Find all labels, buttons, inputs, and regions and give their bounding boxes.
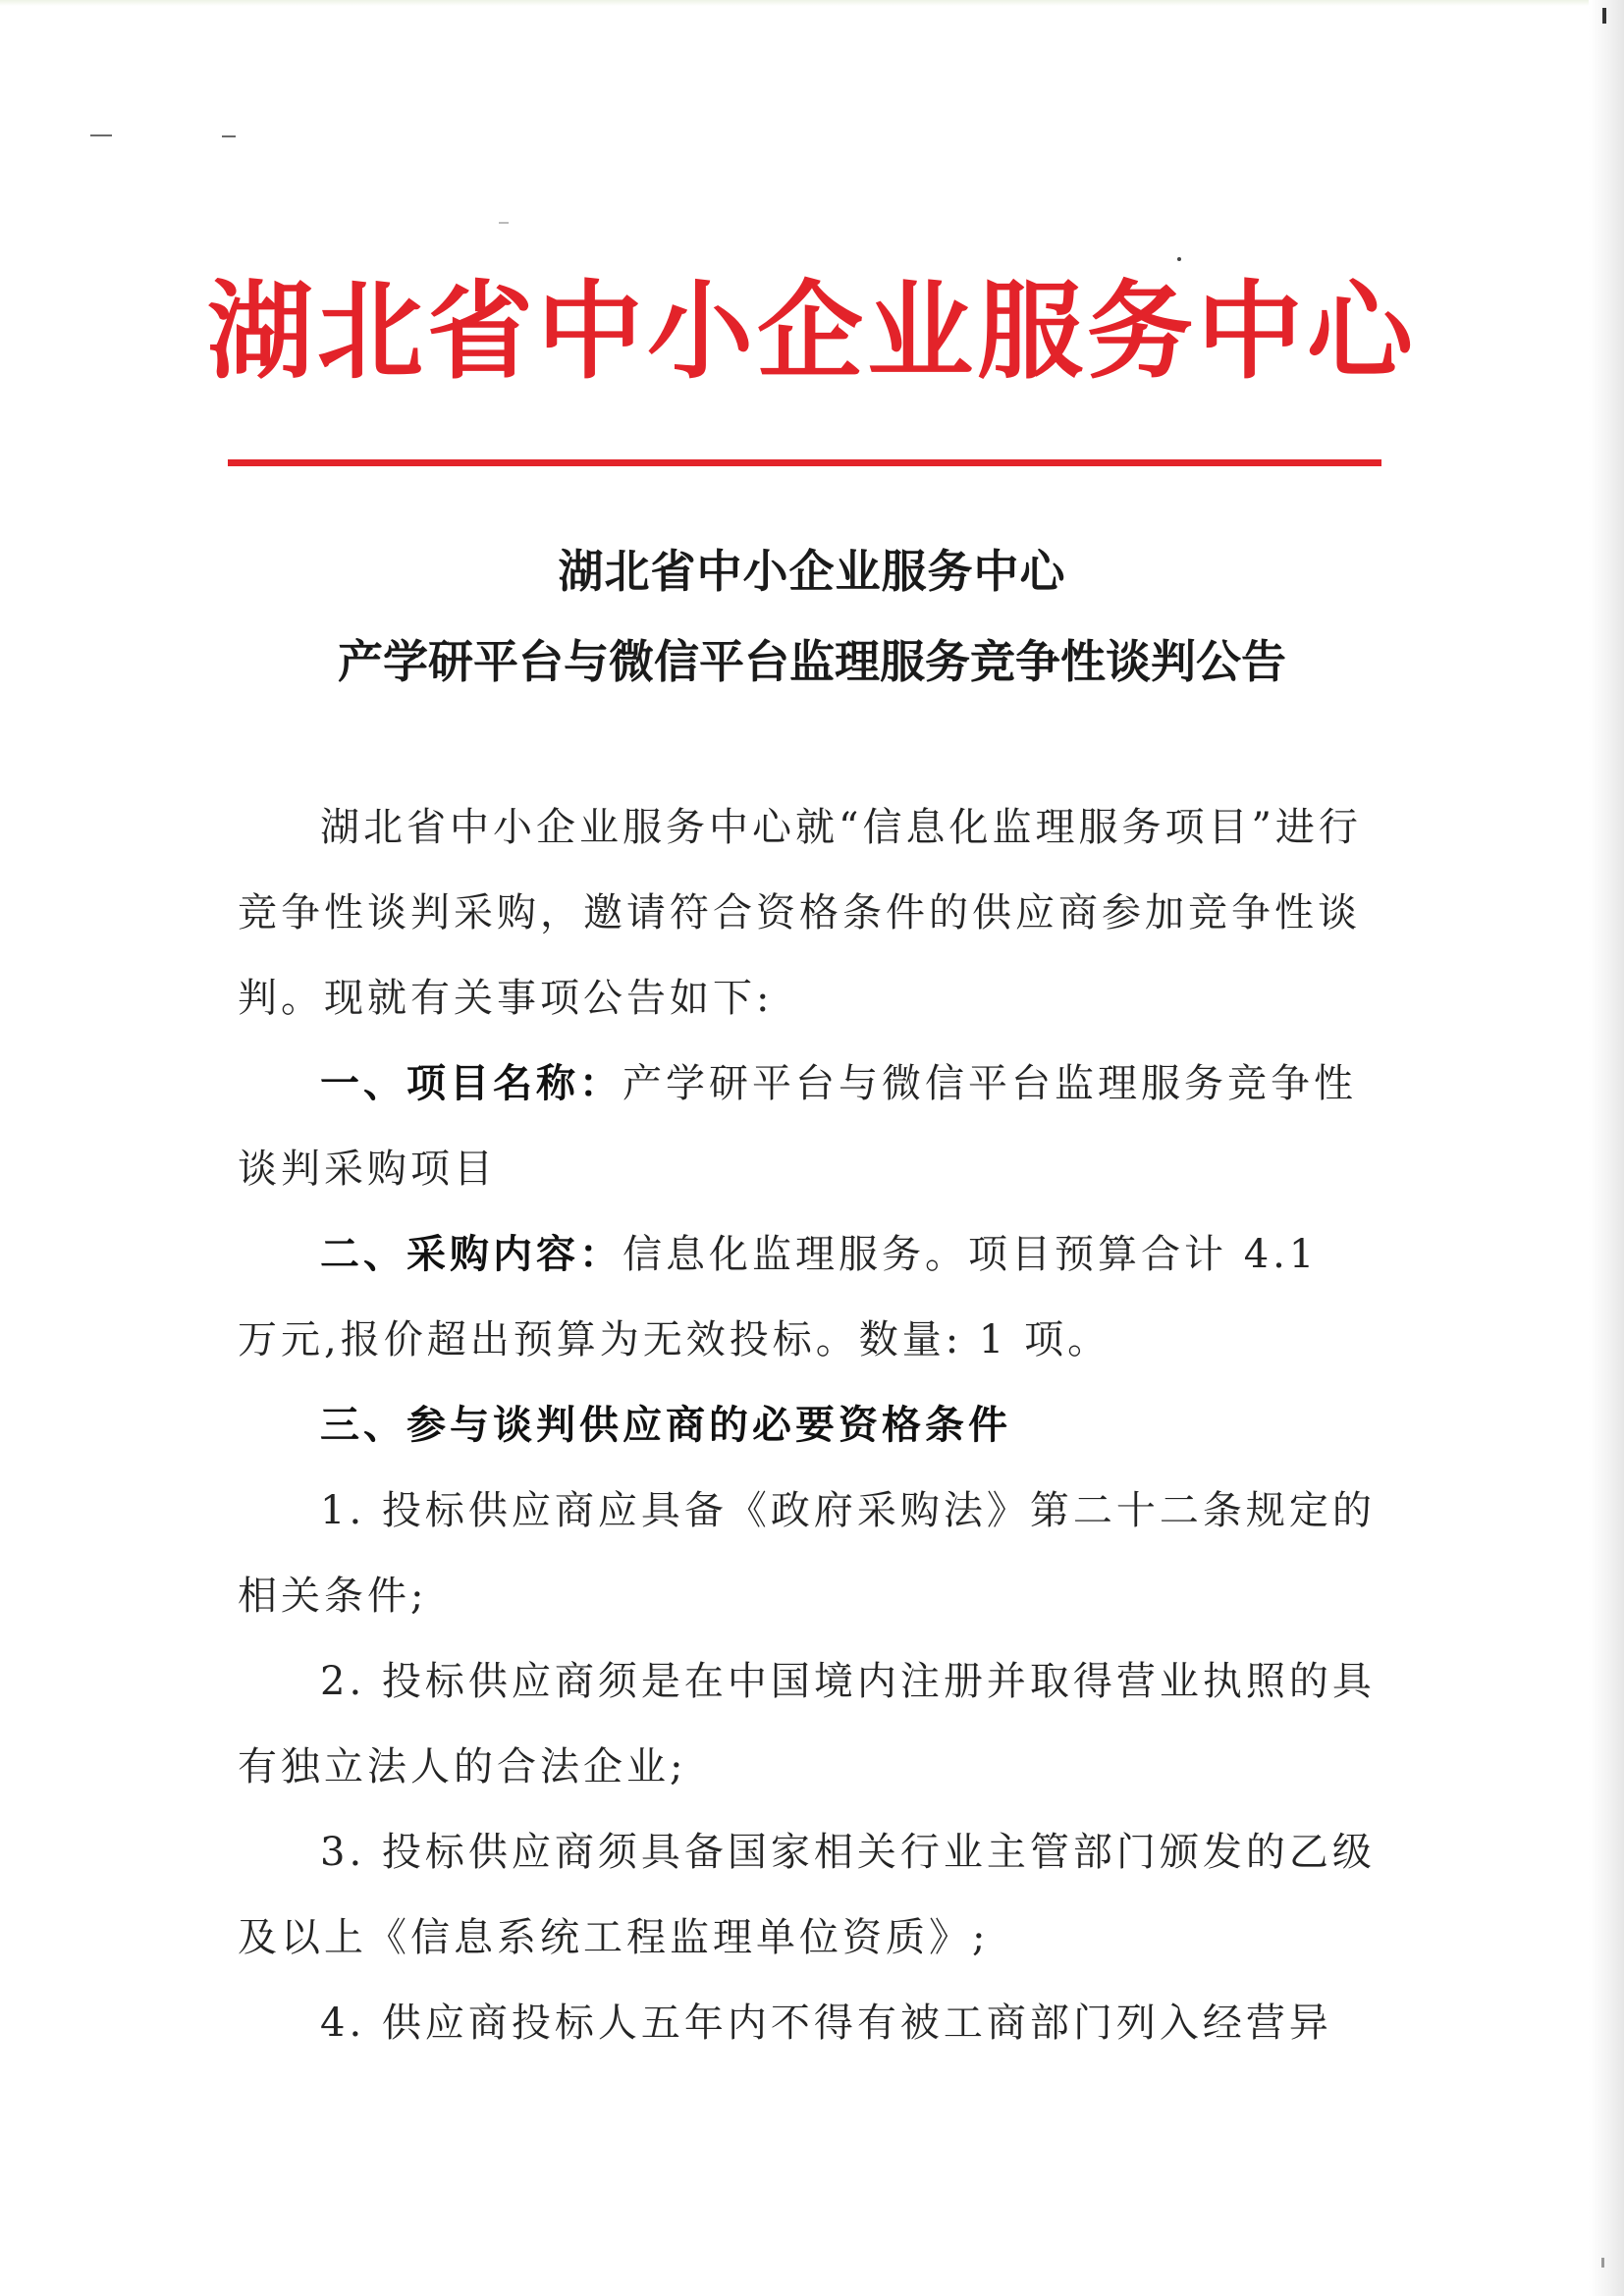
scan-speck <box>222 135 236 137</box>
scan-speck <box>90 134 112 136</box>
scan-top-edge <box>0 0 1624 6</box>
scan-speck <box>499 222 509 224</box>
notice-body <box>238 785 1377 2066</box>
section-text: 产学研平台与微信平台监理服务竞争性谈判采购项目 <box>238 1061 1357 1192</box>
notice-title-line-1: 湖北省中小企业服务中心 <box>558 545 1066 598</box>
masthead-red-rule <box>228 459 1381 466</box>
section-project-name <box>238 1041 1377 1212</box>
scan-edge-mark-bottom <box>1601 2258 1604 2268</box>
scan-edge-mark <box>1602 8 1606 24</box>
section-qualifications <box>238 1383 1377 1468</box>
section-heading: 一、项目名称： <box>320 1061 623 1106</box>
section-procurement-content <box>238 1212 1377 1383</box>
intro-paragraph: 湖北省中小企业服务中心就“信息化监理服务项目”进行竞争性谈判采购，邀请符合资格条件的供应商参加竞争性谈判。现就有关事项公告如下: <box>238 805 1362 1021</box>
qualification-item: 2. 投标供应商须是在中国境内注册并取得营业执照的具有独立法人的合法企业; <box>238 1659 1376 1789</box>
section-heading: 二、采购内容： <box>320 1232 623 1277</box>
qualification-item: 3. 投标供应商须具备国家相关行业主管部门颁发的乙级及以上《信息系统工程监理单位资质》; <box>238 1830 1376 1960</box>
notice-title-line-2: 产学研平台与微信平台监理服务竞争性谈判公告 <box>338 635 1286 688</box>
section-text: 信息化监理服务。项目预算合计 4.1 万元,报价超出预算为无效投标。数量: 1 项。 <box>238 1232 1319 1362</box>
qualification-item: 4. 供应商投标人五年内不得有被工商部门列入经营异 <box>320 2001 1332 2046</box>
masthead-org-name: 湖北省中小企业服务中心 <box>206 270 1417 394</box>
scan-speck <box>1177 257 1181 261</box>
qualification-item: 1. 投标供应商应具备《政府采购法》第二十二条规定的相关条件; <box>238 1488 1376 1619</box>
section-heading: 三、参与谈判供应商的必要资格条件 <box>320 1403 1011 1448</box>
